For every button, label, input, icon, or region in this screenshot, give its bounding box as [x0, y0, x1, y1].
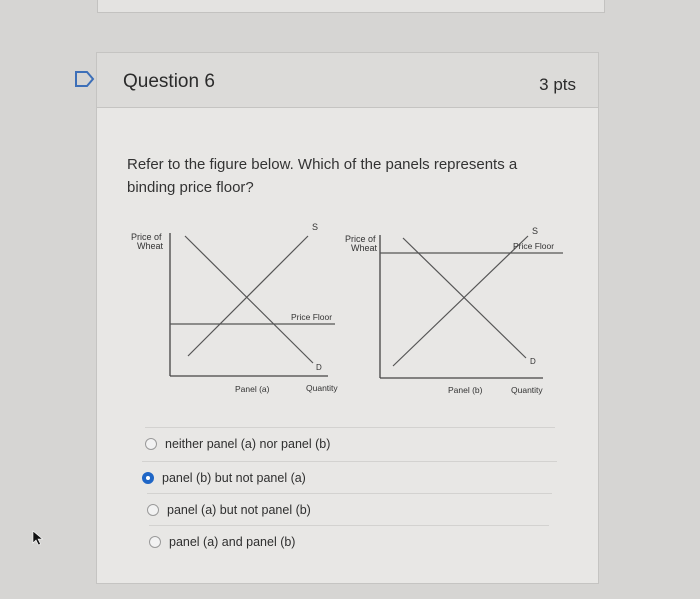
- panel-b-panel-label: Panel (b): [448, 385, 483, 395]
- flag-icon[interactable]: [72, 70, 96, 88]
- panel-a-xlabel: Quantity: [306, 383, 338, 393]
- question-points: 3 pts: [539, 75, 576, 94]
- cursor-icon: [32, 530, 44, 546]
- panel-a: [131, 222, 338, 394]
- answer-option-selected[interactable]: [142, 461, 557, 494]
- question-card: [96, 52, 599, 584]
- answer-option[interactable]: [147, 493, 552, 526]
- panel-b-ylabel-line2: Wheat: [351, 243, 378, 253]
- panel-b-demand-label: D: [530, 357, 536, 366]
- panel-b-supply-label: S: [532, 226, 539, 236]
- panel-a-supply-label: S: [312, 222, 319, 232]
- question-title: Question 6: [123, 71, 215, 92]
- panel-b-ylabel-line1: Price of: [345, 234, 376, 244]
- question-header: [97, 53, 598, 108]
- answer-label: panel (a) and panel (b): [169, 535, 296, 549]
- panel-a-demand-curve: [185, 236, 313, 363]
- answer-option[interactable]: [149, 525, 549, 558]
- panel-b-floor-label: Price Floor: [513, 241, 555, 251]
- price-floor-figure: [123, 218, 573, 398]
- panel-a-ylabel-line2: Wheat: [137, 241, 164, 251]
- panel-b-supply-curve: [393, 236, 528, 366]
- radio-button[interactable]: [147, 504, 159, 516]
- panel-b: [345, 226, 563, 395]
- panel-a-demand-label: D: [316, 363, 322, 372]
- answer-label: panel (a) but not panel (b): [167, 503, 311, 517]
- question-text: Refer to the figure below. Which of the panels represents a binding price floor?: [127, 156, 518, 196]
- answer-label: neither panel (a) nor panel (b): [165, 437, 331, 451]
- previous-question-card: [97, 0, 605, 13]
- panel-a-supply-curve: [188, 236, 308, 356]
- panel-a-ylabel-line1: Price of: [131, 232, 162, 242]
- radio-button[interactable]: [145, 438, 157, 450]
- panel-a-floor-label: Price Floor: [291, 312, 333, 322]
- radio-button-selected[interactable]: [142, 472, 154, 484]
- radio-button[interactable]: [149, 536, 161, 548]
- answer-option[interactable]: [145, 427, 555, 460]
- panel-a-panel-label: Panel (a): [235, 384, 270, 394]
- answer-label: panel (b) but not panel (a): [162, 471, 306, 485]
- panel-b-xlabel: Quantity: [511, 385, 543, 395]
